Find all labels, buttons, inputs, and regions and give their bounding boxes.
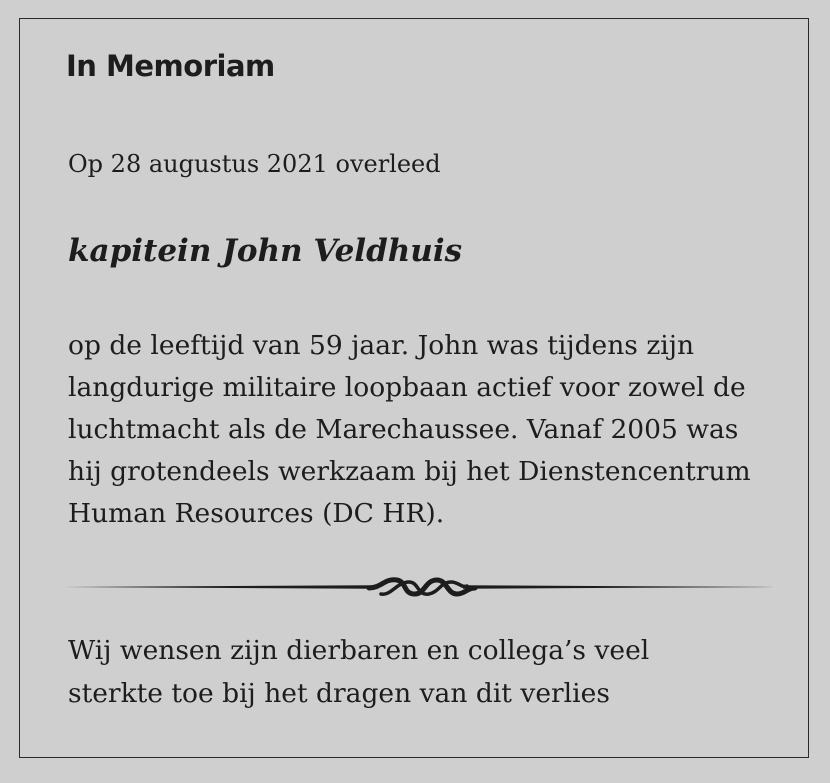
closing-text [68,629,649,715]
decorative-divider-icon [63,574,775,602]
body-line: langdurige militaire loopbaan actief voor zowel de [68,372,746,403]
body-line: Human Resources (DC HR). [68,498,445,529]
closing-line: sterkte toe bij het dragen van dit verlies [68,678,610,709]
closing-line: Wij wensen zijn dierbaren en collega’s veel [68,635,650,666]
body-line: op de leeftijd van 59 jaar. John was tijdens zijn [68,330,695,361]
body-line: hij grotendeels werkzaam bij het Dienstencentrum [68,456,751,487]
date-line: Op 28 augustus 2021 overleed [68,150,441,178]
page-title: In Memoriam [66,49,275,83]
body-line: luchtmacht als de Marechaussee. Vanaf 2005 was [68,414,739,445]
memoriam-card [19,18,809,758]
deceased-name: kapitein John Veldhuis [68,233,463,269]
body-text [68,325,768,535]
